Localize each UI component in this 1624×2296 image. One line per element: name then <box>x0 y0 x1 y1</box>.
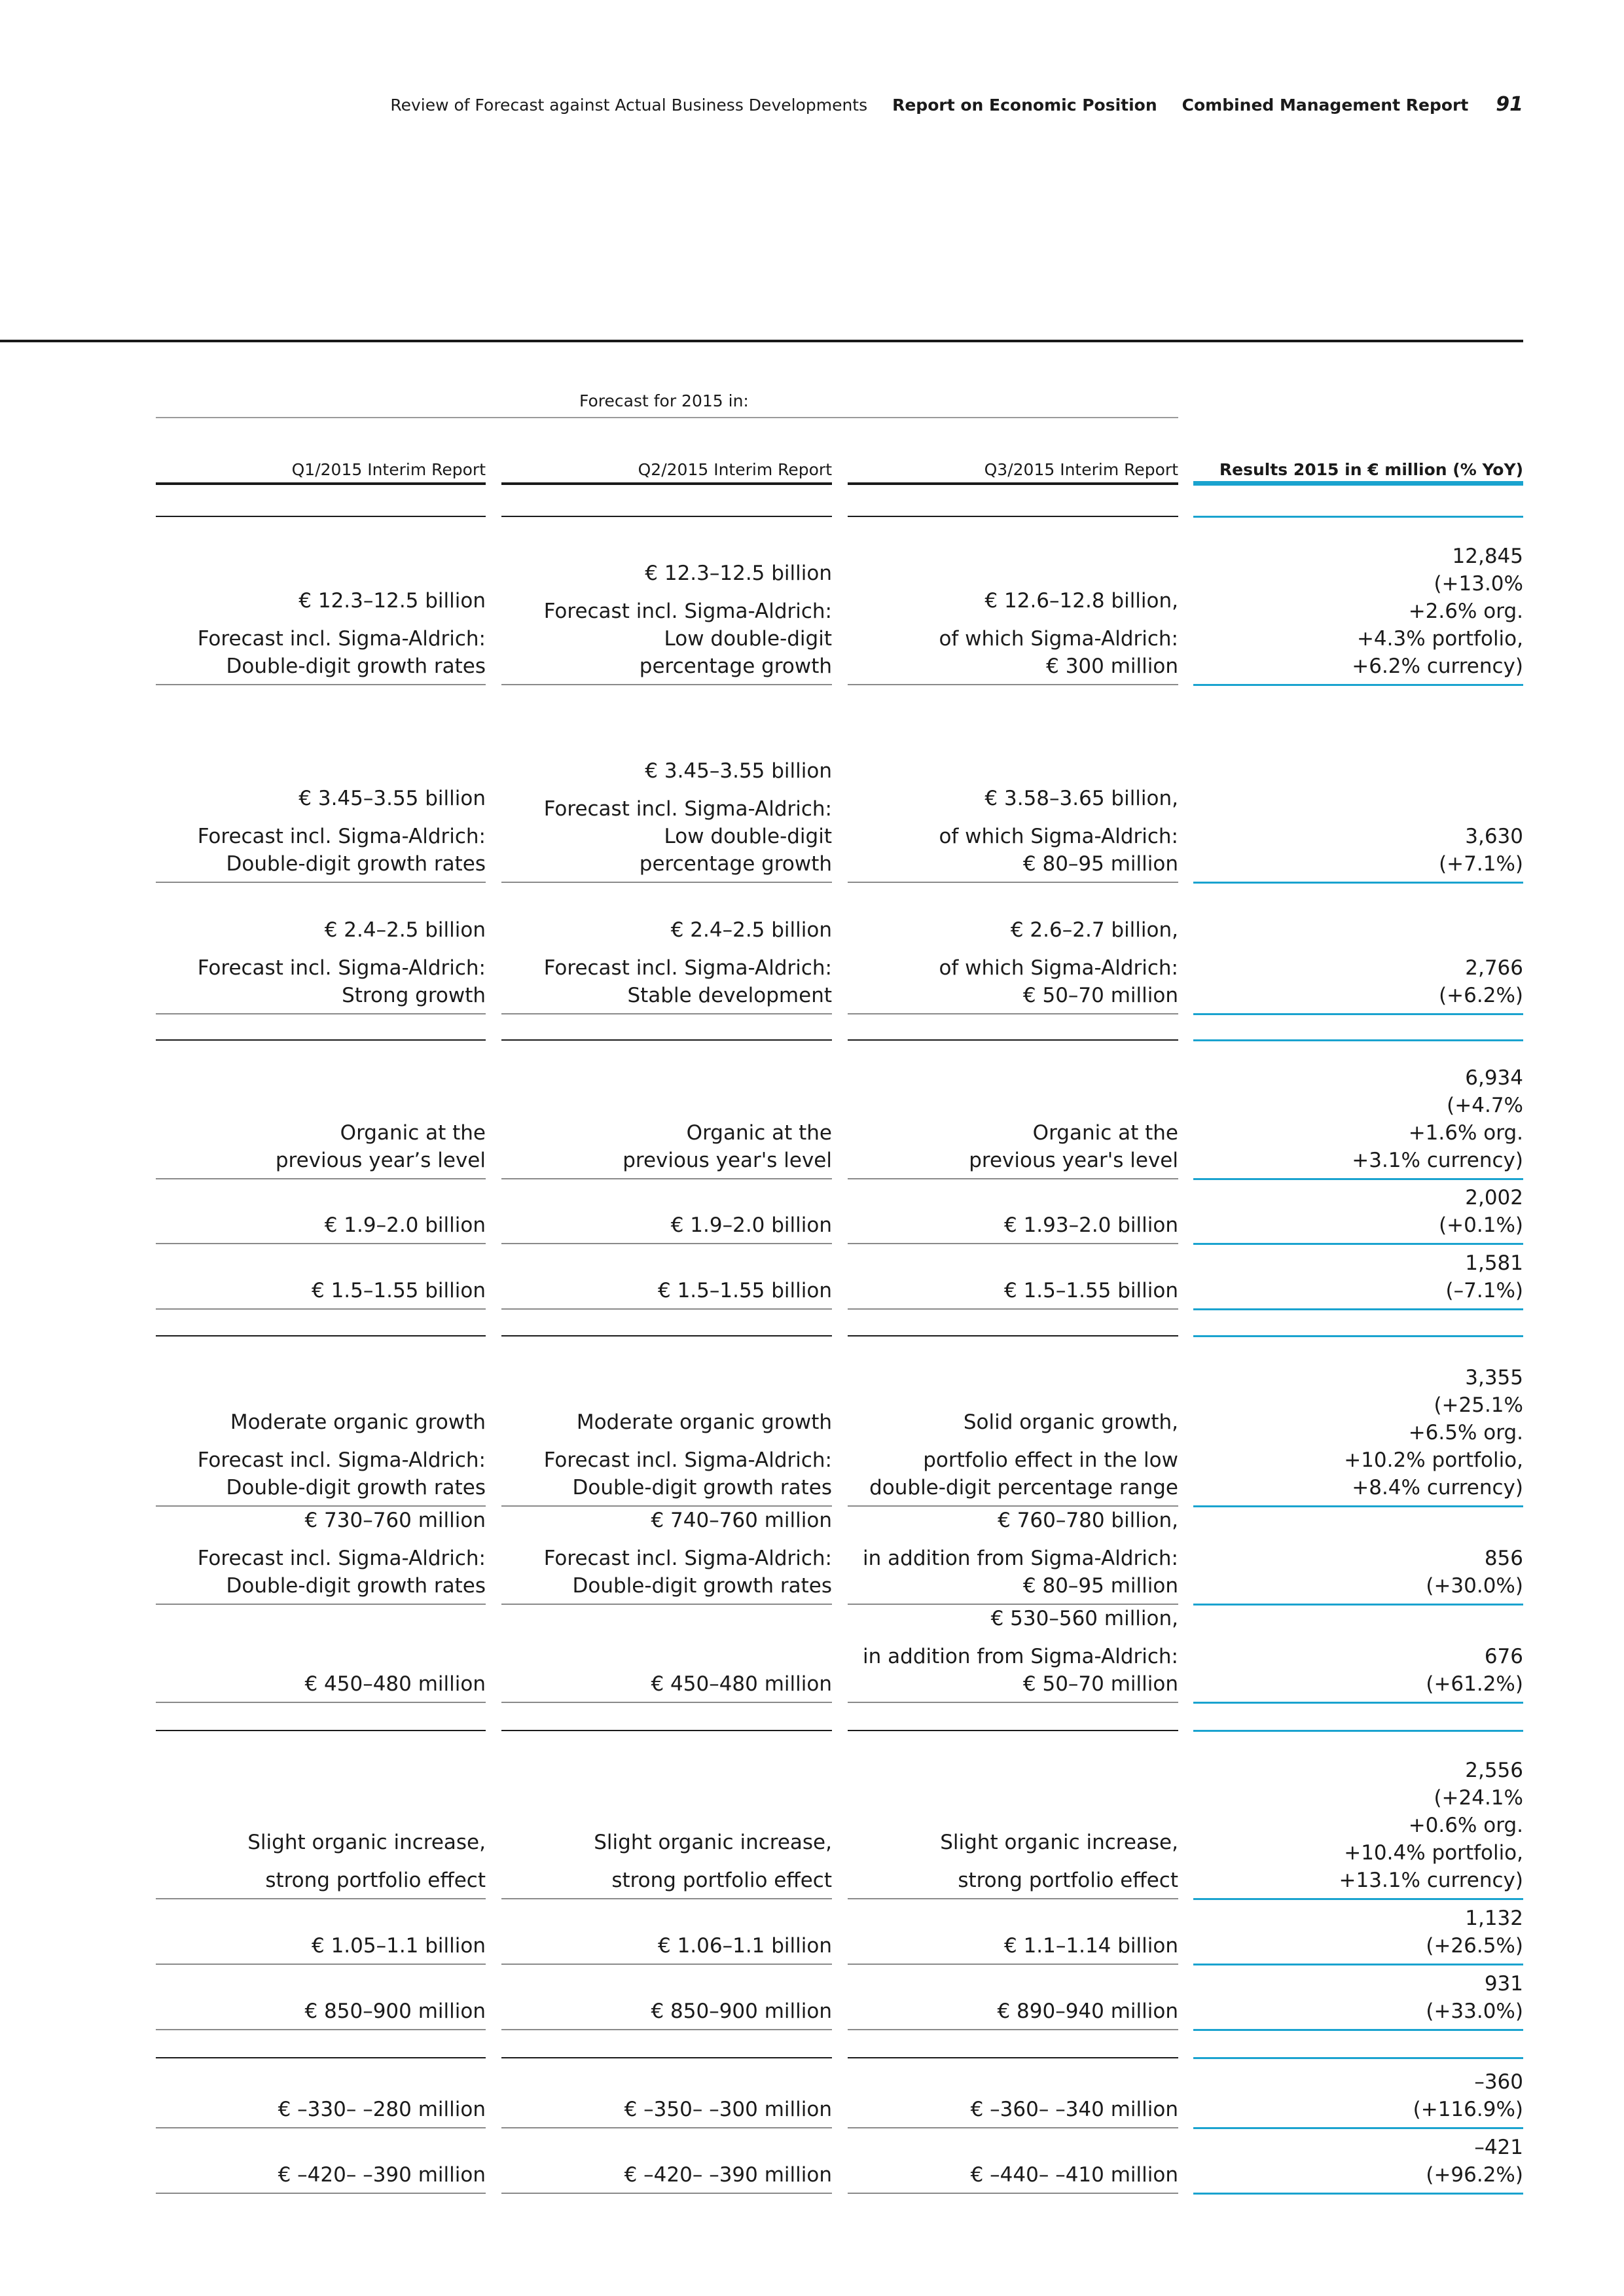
cell-line: € 3.45–3.55 billion <box>298 787 486 810</box>
cell-line: € 760–780 billion, <box>998 1509 1178 1532</box>
row-rule-q3 <box>848 1964 1178 1965</box>
column-header-q2: Q2/2015 Interim Report <box>638 460 832 479</box>
table-cell-q2 <box>501 720 832 878</box>
cell-line: 12,845 <box>1452 545 1523 568</box>
row-rule-q3 <box>848 1702 1178 1703</box>
row-rule-results <box>1193 1702 1523 1704</box>
table-cell-q3 <box>848 1605 1178 1698</box>
cell-line: Double-digit growth rates <box>226 852 486 876</box>
cell-line: Slight organic increase, <box>594 1831 832 1854</box>
table-cell-q2 <box>501 1767 832 1894</box>
cell-line: Forecast incl. Sigma-Aldrich: <box>543 600 832 623</box>
row-rule-q2 <box>501 684 832 685</box>
forecast-title: Forecast for 2015 in: <box>579 391 749 410</box>
table-cell-q1 <box>156 524 486 680</box>
cell-line: € 2.4–2.5 billion <box>324 918 486 942</box>
cell-line: € 530–560 million, <box>990 1607 1178 1630</box>
table-cell-q3 <box>848 524 1178 680</box>
section-separator-results <box>1193 2057 1523 2059</box>
cell-line: +4.3% portfolio, <box>1356 627 1523 651</box>
header-rule-q3 <box>848 482 1178 485</box>
cell-line: percentage growth <box>639 655 832 678</box>
row-rule-q1 <box>156 1308 486 1310</box>
cell-line: +6.2% currency) <box>1352 655 1523 678</box>
cell-line: (+30.0%) <box>1426 1574 1523 1598</box>
section-separator-results <box>1193 1039 1523 1041</box>
cell-line: 2,002 <box>1465 1186 1523 1210</box>
cell-line: Double-digit growth rates <box>226 1476 486 1499</box>
table-cell-q2 <box>501 1342 832 1501</box>
cell-line: € 740–760 million <box>651 1509 832 1532</box>
table-cell-results <box>1193 524 1523 680</box>
cell-line: +13.1% currency) <box>1339 1869 1523 1892</box>
cell-line: 2,556 <box>1465 1759 1523 1782</box>
cell-line: previous year's level <box>969 1149 1178 1172</box>
cell-line: € –330– –280 million <box>278 2098 486 2121</box>
section-separator-q3 <box>848 2057 1178 2058</box>
cell-line: Forecast incl. Sigma-Aldrich: <box>197 1448 486 1472</box>
table-cell-q1 <box>156 1507 486 1600</box>
table-cell-results <box>1193 1047 1523 1174</box>
cell-line: € –350– –300 million <box>624 2098 832 2121</box>
cell-line: Stable development <box>627 984 832 1007</box>
cell-line: of which Sigma-Aldrich: <box>939 825 1178 848</box>
cell-line: € 1.06–1.1 billion <box>658 1934 832 1958</box>
row-rule-q3 <box>848 2029 1178 2030</box>
row-rule-q2 <box>501 1604 832 1605</box>
table-cell-results <box>1193 1507 1523 1600</box>
header-chapter: Report on Economic Position <box>892 96 1157 115</box>
cell-line: +6.5% org. <box>1408 1421 1523 1444</box>
cell-line: +10.2% portfolio, <box>1344 1448 1523 1472</box>
table-cell-q1 <box>156 720 486 878</box>
table-cell-q2 <box>501 1047 832 1174</box>
table-cell-q3 <box>848 884 1178 1009</box>
header-section: Review of Forecast against Actual Business Developments <box>390 96 868 115</box>
row-rule-q1 <box>156 1702 486 1703</box>
table-cell-q1 <box>156 1900 486 1960</box>
cell-line: € 50–70 million <box>1022 1672 1178 1696</box>
table-cell-q1 <box>156 884 486 1009</box>
row-rule-q1 <box>156 1013 486 1014</box>
cell-line: € 1.9–2.0 billion <box>670 1213 832 1237</box>
running-header <box>370 93 1523 116</box>
row-rule-results <box>1193 1308 1523 1310</box>
cell-line: +10.4% portfolio, <box>1344 1841 1523 1865</box>
cell-line: portfolio effect in the low <box>923 1448 1178 1472</box>
row-rule-q1 <box>156 1243 486 1244</box>
table-cell-q3 <box>848 1900 1178 1960</box>
row-rule-q1 <box>156 2127 486 2128</box>
table-cell-results <box>1193 1180 1523 1239</box>
section-separator-q2 <box>501 516 832 517</box>
table-cell-q3 <box>848 2062 1178 2123</box>
cell-line: (+6.2%) <box>1439 984 1523 1007</box>
table-cell-q2 <box>501 884 832 1009</box>
row-rule-q3 <box>848 1308 1178 1310</box>
cell-line: Organic at the <box>340 1121 486 1145</box>
table-cell-q1 <box>156 1605 486 1698</box>
section-separator-q1 <box>156 2057 486 2058</box>
table-cell-q1 <box>156 2062 486 2123</box>
table-cell-q1 <box>156 1342 486 1501</box>
row-rule-q1 <box>156 1898 486 1899</box>
cell-line: € 12.6–12.8 billion, <box>984 589 1178 613</box>
cell-line: € –420– –390 million <box>278 2163 486 2187</box>
table-cell-q3 <box>848 1507 1178 1600</box>
cell-line: € 1.93–2.0 billion <box>1004 1213 1178 1237</box>
section-separator-q1 <box>156 516 486 517</box>
cell-line: € 1.1–1.14 billion <box>1004 1934 1178 1958</box>
cell-line: 1,132 <box>1465 1907 1523 1930</box>
cell-line: Double-digit growth rates <box>226 655 486 678</box>
page-number: 91 <box>1496 93 1523 116</box>
cell-line: € 50–70 million <box>1022 984 1178 1007</box>
cell-line: € 890–940 million <box>997 2000 1178 2023</box>
table-cell-q1 <box>156 2129 486 2189</box>
row-rule-q1 <box>156 684 486 685</box>
cell-line: 6,934 <box>1465 1066 1523 1090</box>
section-separator-results <box>1193 1730 1523 1732</box>
table-cell-q1 <box>156 1047 486 1174</box>
cell-line: € 1.5–1.55 billion <box>1004 1279 1178 1302</box>
row-rule-q1 <box>156 882 486 883</box>
table-cell-q2 <box>501 1245 832 1304</box>
row-rule-q2 <box>501 1013 832 1014</box>
table-cell-q3 <box>848 1342 1178 1501</box>
cell-line: in addition from Sigma-Aldrich: <box>863 1547 1178 1570</box>
table-cell-results <box>1193 2062 1523 2123</box>
cell-line: (+26.5%) <box>1426 1934 1523 1958</box>
cell-line: € 730–760 million <box>304 1509 486 1532</box>
cell-line: € –420– –390 million <box>624 2163 832 2187</box>
cell-line: Double-digit growth rates <box>572 1476 832 1499</box>
section-separator-q1 <box>156 1335 486 1336</box>
cell-line: € 1.5–1.55 billion <box>658 1279 832 1302</box>
row-rule-q3 <box>848 1013 1178 1014</box>
cell-line: Strong growth <box>342 984 486 1007</box>
row-rule-q2 <box>501 1243 832 1244</box>
cell-line: Double-digit growth rates <box>226 1574 486 1598</box>
row-rule-results <box>1193 1013 1523 1015</box>
cell-line: 1,581 <box>1465 1251 1523 1275</box>
cell-line: € 3.45–3.55 billion <box>645 759 832 783</box>
row-rule-q3 <box>848 1243 1178 1244</box>
cell-line: € –440– –410 million <box>970 2163 1178 2187</box>
row-rule-q2 <box>501 882 832 883</box>
table-cell-q2 <box>501 2062 832 2123</box>
cell-line: Low double-digit <box>664 627 832 651</box>
cell-line: € –360– –340 million <box>970 2098 1178 2121</box>
table-cell-q1 <box>156 1965 486 2025</box>
cell-line: (+13.0% <box>1434 572 1523 596</box>
row-rule-q2 <box>501 2127 832 2128</box>
section-separator-q3 <box>848 1730 1178 1731</box>
table-cell-results <box>1193 2129 1523 2189</box>
table-cell-results <box>1193 884 1523 1009</box>
row-rule-q1 <box>156 1178 486 1179</box>
cell-line: (+61.2%) <box>1426 1672 1523 1696</box>
table-cell-q2 <box>501 1180 832 1239</box>
row-rule-results <box>1193 2193 1523 2195</box>
cell-line: strong portfolio effect <box>265 1869 486 1892</box>
header-part: Combined Management Report <box>1182 96 1469 115</box>
row-rule-q3 <box>848 1178 1178 1179</box>
cell-line: 856 <box>1484 1547 1523 1570</box>
cell-line: Organic at the <box>1032 1121 1178 1145</box>
cell-line: Slight organic increase, <box>247 1831 486 1854</box>
table-cell-q1 <box>156 1180 486 1239</box>
table-cell-q3 <box>848 1245 1178 1304</box>
section-separator-results <box>1193 1335 1523 1337</box>
cell-line: € 12.3–12.5 billion <box>298 589 486 613</box>
section-separator-q3 <box>848 1039 1178 1041</box>
row-rule-q2 <box>501 1178 832 1179</box>
cell-line: Forecast incl. Sigma-Aldrich: <box>543 1547 832 1570</box>
cell-line: Low double-digit <box>664 825 832 848</box>
cell-line: –421 <box>1474 2136 1523 2159</box>
section-separator-q2 <box>501 1335 832 1336</box>
table-cell-q2 <box>501 2129 832 2189</box>
row-rule-q2 <box>501 1308 832 1310</box>
cell-line: –360 <box>1474 2070 1523 2094</box>
section-separator-q2 <box>501 1039 832 1041</box>
cell-line: € 450–480 million <box>304 1672 486 1696</box>
table-cell-q3 <box>848 720 1178 878</box>
cell-line: (–7.1%) <box>1445 1279 1523 1302</box>
row-rule-q1 <box>156 1964 486 1965</box>
cell-line: +8.4% currency) <box>1352 1476 1523 1499</box>
cell-line: previous year’s level <box>275 1149 486 1172</box>
row-rule-q2 <box>501 2193 832 2194</box>
column-header-q3: Q3/2015 Interim Report <box>984 460 1178 479</box>
section-separator-q1 <box>156 1039 486 1041</box>
row-rule-q3 <box>848 1898 1178 1899</box>
cell-line: (+116.9%) <box>1413 2098 1523 2121</box>
cell-line: Solid organic growth, <box>963 1410 1178 1434</box>
cell-line: 3,355 <box>1465 1366 1523 1390</box>
row-rule-results <box>1193 2029 1523 2031</box>
cell-line: (+7.1%) <box>1439 852 1523 876</box>
table-cell-results <box>1193 1759 1523 1894</box>
cell-line: of which Sigma-Aldrich: <box>939 627 1178 651</box>
cell-line: Forecast incl. Sigma-Aldrich: <box>197 1547 486 1570</box>
cell-line: (+25.1% <box>1434 1393 1523 1417</box>
cell-line: +1.6% org. <box>1408 1121 1523 1145</box>
cell-line: € 850–900 million <box>651 2000 832 2023</box>
table-cell-results <box>1193 1245 1523 1304</box>
cell-line: of which Sigma-Aldrich: <box>939 956 1178 980</box>
table-cell-results <box>1193 720 1523 878</box>
cell-line: € 2.4–2.5 billion <box>670 918 832 942</box>
cell-line: in addition from Sigma-Aldrich: <box>863 1645 1178 1668</box>
cell-line: € 850–900 million <box>304 2000 486 2023</box>
top-divider <box>0 340 1523 342</box>
cell-line: € 12.3–12.5 billion <box>645 562 832 585</box>
cell-line: € 300 million <box>1046 655 1178 678</box>
table-cell-q3 <box>848 1180 1178 1239</box>
section-separator-q1 <box>156 1730 486 1731</box>
section-separator-results <box>1193 516 1523 518</box>
header-rule-results <box>1193 481 1523 486</box>
table-cell-q2 <box>501 1900 832 1960</box>
section-separator-q3 <box>848 516 1178 517</box>
table-cell-q2 <box>501 524 832 680</box>
table-cell-q3 <box>848 1047 1178 1174</box>
cell-line: 3,630 <box>1465 825 1523 848</box>
row-rule-q3 <box>848 2127 1178 2128</box>
cell-line: € 1.9–2.0 billion <box>324 1213 486 1237</box>
cell-line: € 2.6–2.7 billion, <box>1010 918 1178 942</box>
cell-line: € 3.58–3.65 billion, <box>984 787 1178 810</box>
column-header-results: Results 2015 in € million (% YoY) <box>1219 460 1523 479</box>
row-rule-q2 <box>501 1964 832 1965</box>
cell-line: +0.6% org. <box>1408 1814 1523 1837</box>
cell-line: +2.6% org. <box>1408 600 1523 623</box>
table-cell-results <box>1193 1900 1523 1960</box>
cell-line: (+24.1% <box>1434 1786 1523 1810</box>
table-cell-q1 <box>156 1245 486 1304</box>
cell-line: € 80–95 million <box>1022 852 1178 876</box>
row-rule-q1 <box>156 2193 486 2194</box>
table-cell-q2 <box>501 1965 832 2025</box>
cell-line: Forecast incl. Sigma-Aldrich: <box>543 956 832 980</box>
table-cell-q3 <box>848 1767 1178 1894</box>
forecast-title-rule <box>156 417 1178 418</box>
row-rule-results <box>1193 684 1523 686</box>
cell-line: € 80–95 million <box>1022 1574 1178 1598</box>
row-rule-q1 <box>156 1604 486 1605</box>
cell-line: Forecast incl. Sigma-Aldrich: <box>543 797 832 821</box>
cell-line: Forecast incl. Sigma-Aldrich: <box>197 956 486 980</box>
cell-line: percentage growth <box>639 852 832 876</box>
cell-line: Forecast incl. Sigma-Aldrich: <box>543 1448 832 1472</box>
row-rule-q2 <box>501 2029 832 2030</box>
table-cell-q3 <box>848 1965 1178 2025</box>
cell-line: Double-digit growth rates <box>572 1574 832 1598</box>
cell-line: € 1.5–1.55 billion <box>312 1279 486 1302</box>
cell-line: +3.1% currency) <box>1352 1149 1523 1172</box>
table-cell-q3 <box>848 2129 1178 2189</box>
cell-line: 931 <box>1484 1972 1523 1996</box>
row-rule-q3 <box>848 882 1178 883</box>
cell-line: Organic at the <box>686 1121 832 1145</box>
row-rule-q3 <box>848 684 1178 685</box>
cell-line: strong portfolio effect <box>611 1869 832 1892</box>
table-cell-q2 <box>501 1605 832 1698</box>
cell-line: € 1.05–1.1 billion <box>312 1934 486 1958</box>
cell-line: Forecast incl. Sigma-Aldrich: <box>197 825 486 848</box>
cell-line: strong portfolio effect <box>958 1869 1178 1892</box>
cell-line: (+4.7% <box>1447 1094 1523 1117</box>
section-separator-q2 <box>501 2057 832 2058</box>
header-rule-q1 <box>156 482 486 485</box>
table-cell-q1 <box>156 1767 486 1894</box>
table-cell-results <box>1193 1342 1523 1501</box>
section-separator-q3 <box>848 1335 1178 1336</box>
section-separator-q2 <box>501 1730 832 1731</box>
cell-line: (+96.2%) <box>1426 2163 1523 2187</box>
cell-line: (+0.1%) <box>1439 1213 1523 1237</box>
cell-line: double-digit percentage range <box>869 1476 1178 1499</box>
row-rule-q2 <box>501 1898 832 1899</box>
header-rule-q2 <box>501 482 832 485</box>
cell-line: 2,766 <box>1465 956 1523 980</box>
cell-line: Slight organic increase, <box>940 1831 1178 1854</box>
cell-line: Moderate organic growth <box>576 1410 832 1434</box>
cell-line: Forecast incl. Sigma-Aldrich: <box>197 627 486 651</box>
row-rule-q3 <box>848 2193 1178 2194</box>
cell-line: 676 <box>1484 1645 1523 1668</box>
cell-line: (+33.0%) <box>1426 2000 1523 2023</box>
row-rule-q2 <box>501 1702 832 1703</box>
cell-line: previous year's level <box>623 1149 832 1172</box>
table-cell-q2 <box>501 1507 832 1600</box>
table-cell-results <box>1193 1965 1523 2025</box>
row-rule-q1 <box>156 2029 486 2030</box>
column-header-q1: Q1/2015 Interim Report <box>291 460 486 479</box>
cell-line: € 450–480 million <box>651 1672 832 1696</box>
table-cell-results <box>1193 1605 1523 1698</box>
cell-line: Moderate organic growth <box>230 1410 486 1434</box>
